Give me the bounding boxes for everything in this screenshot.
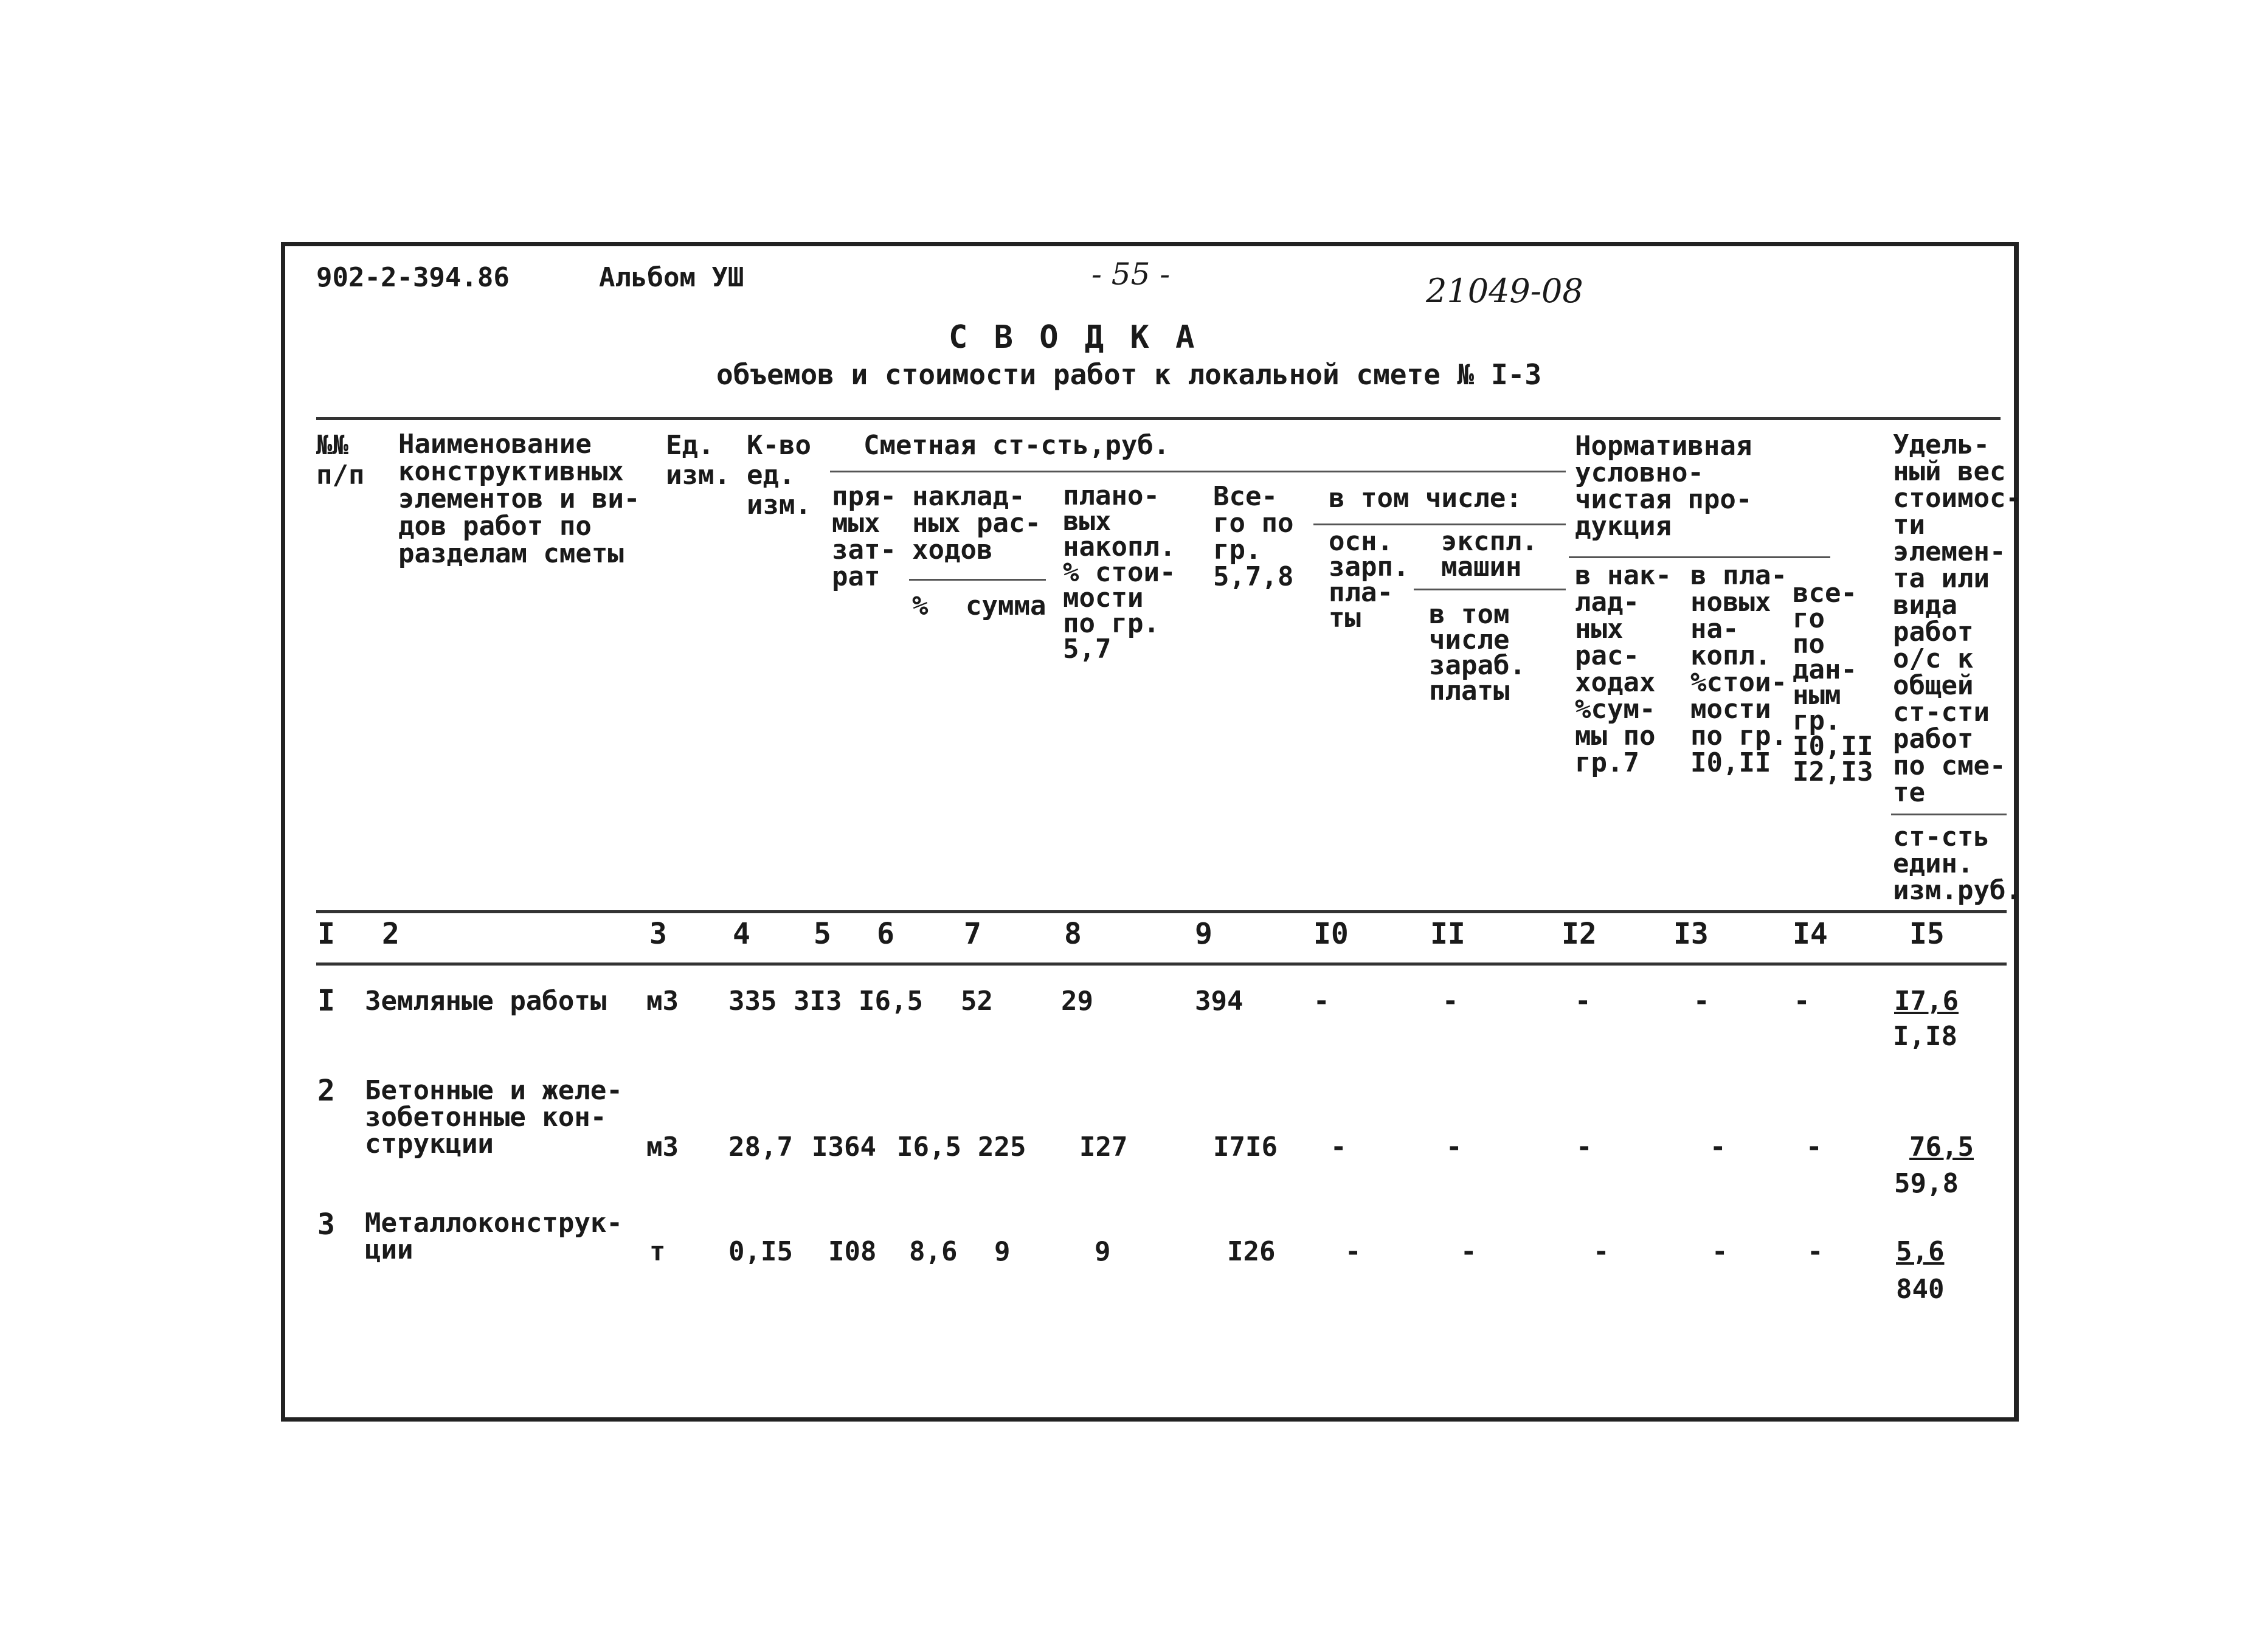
row-qty: 0,I5 — [728, 1236, 793, 1267]
row-direct: I364 — [812, 1132, 876, 1163]
row-direct: I08 — [828, 1236, 877, 1267]
hdr-col7: сумма — [966, 590, 1046, 621]
doc-code: 902-2-394.86 — [316, 262, 510, 293]
row-c12: - — [1575, 986, 1591, 1017]
colnum-7: 7 — [964, 917, 981, 951]
row-qty: 335 — [728, 986, 777, 1017]
hdr-col12: в нак- лад- ных рас- ходах %сум- мы по гр.7 — [1575, 560, 1672, 778]
colnum-4: 4 — [733, 917, 750, 951]
row-pct: I6,5 — [859, 986, 923, 1017]
row-sum: 225 — [978, 1132, 1026, 1163]
colnum-14: I4 — [1793, 917, 1828, 951]
hdr-overhead: наклад- ных рас- ходов — [912, 481, 1041, 565]
machines-rule — [1414, 589, 1566, 590]
handwritten-code: 21049-08 — [1426, 272, 1583, 310]
colnum-bottom-rule — [316, 963, 2007, 966]
hdr-norm-group: Нормативная условно- чистая про- дукция — [1575, 430, 1752, 542]
norm-group-rule — [1569, 556, 1830, 558]
hdr-col11: в том числе зараб. платы — [1429, 599, 1526, 707]
album-label: Альбом УШ — [599, 262, 744, 293]
hdr-col6: % — [912, 590, 929, 621]
hdr-col13: в пла- новых на- копл. %стои- мости по гр. I0,II — [1690, 560, 1787, 778]
hdr-col10: осн. зарп. пла- ты — [1329, 526, 1409, 634]
colnum-10: I0 — [1313, 917, 1349, 951]
row-name: Металлоконструк- ции — [365, 1208, 623, 1265]
row-total: I26 — [1227, 1236, 1276, 1267]
colnum-9: 9 — [1195, 917, 1212, 951]
hdr-col1: №№ п/п — [316, 430, 365, 491]
hdr-col5: пря- мых зат- рат — [832, 481, 896, 592]
row-c13: - — [1712, 1236, 1728, 1267]
row-plan: 9 — [1095, 1236, 1111, 1267]
row-num: 2 — [317, 1074, 335, 1108]
header-bottom-rule — [316, 910, 2007, 913]
hdr-col4: К-во ед. изм. — [747, 430, 811, 520]
table-top-rule — [316, 417, 2001, 420]
row-total: I7I6 — [1213, 1132, 1278, 1163]
colnum-12: I2 — [1562, 917, 1597, 951]
colnum-15: I5 — [1909, 917, 1945, 951]
hdr-col15-bottom: ст-сть един. изм.руб. — [1893, 821, 2022, 906]
row-total: 394 — [1195, 986, 1243, 1017]
colnum-6: 6 — [877, 917, 894, 951]
colnum-3: 3 — [649, 917, 667, 951]
row-unit-cost: 840 — [1896, 1274, 1945, 1305]
row-share: 5,6 — [1896, 1236, 1945, 1267]
row-c10: - — [1345, 1236, 1361, 1267]
row-c14: - — [1806, 1132, 1822, 1163]
row-c13: - — [1710, 1132, 1726, 1163]
row-unit-cost: I,I8 — [1893, 1021, 1957, 1052]
row-sum: 52 — [961, 986, 993, 1017]
row-plan: 29 — [1061, 986, 1093, 1017]
row-c10: - — [1313, 986, 1330, 1017]
row-name: Бетонные и желе- зобетонные кон- струкции — [365, 1075, 623, 1160]
row-name: Земляные работы — [365, 986, 607, 1017]
row-pct: 8,6 — [909, 1236, 958, 1267]
row-c11: - — [1461, 1236, 1477, 1267]
doc-title: С В О Д К А — [949, 319, 1198, 356]
page-number: - 55 - — [1091, 257, 1171, 292]
row-num: 3 — [317, 1208, 335, 1242]
colnum-1: I — [317, 917, 335, 951]
incl-rule — [1313, 524, 1566, 525]
row-share: 76,5 — [1909, 1132, 1974, 1163]
row-share: I7,6 — [1894, 986, 1959, 1017]
hdr-col8: плано- вых накопл. % стои- мости по гр. 5,7 — [1063, 480, 1176, 665]
row-num: I — [317, 984, 335, 1018]
row-c12: - — [1576, 1132, 1593, 1163]
row-c13: - — [1693, 986, 1710, 1017]
row-direct: 3I3 — [794, 986, 842, 1017]
row-c12: - — [1593, 1236, 1610, 1267]
doc-subtitle: объемов и стоимости работ к локальной смете № I-3 — [716, 358, 1542, 391]
row-sum: 9 — [994, 1236, 1011, 1267]
row-c14: - — [1794, 986, 1810, 1017]
row-pct: I6,5 — [897, 1132, 961, 1163]
colnum-13: I3 — [1673, 917, 1709, 951]
row-unit: м3 — [646, 1132, 679, 1163]
hdr-cost-group: Сметная ст-сть,руб. — [863, 430, 1170, 461]
cost-group-rule — [830, 471, 1566, 472]
hdr-col9: Все- го по гр. 5,7,8 — [1213, 481, 1294, 592]
hdr-incl: в том числе: — [1329, 483, 1522, 514]
row-unit-cost: 59,8 — [1894, 1168, 1959, 1199]
colnum-2: 2 — [382, 917, 399, 951]
row-qty: 28,7 — [728, 1132, 793, 1163]
hdr-col15-top: Удель- ный вес стоимос- ти элемен- та или вида работ о/с к общей ст-сти работ по сме- те — [1893, 429, 2022, 808]
overhead-split-rule — [909, 579, 1046, 581]
row-unit: м3 — [646, 986, 679, 1017]
row-c11: - — [1446, 1132, 1462, 1163]
colnum-8: 8 — [1064, 917, 1082, 951]
hdr-col14: все- го по дан- ным гр. I0,II I2,I3 — [1793, 578, 1873, 787]
hdr-col11-top: экспл. машин — [1441, 526, 1538, 582]
row-plan: I27 — [1079, 1132, 1128, 1163]
colnum-5: 5 — [814, 917, 831, 951]
hdr-col3: Ед. изм. — [666, 430, 730, 491]
row-c10: - — [1330, 1132, 1347, 1163]
colnum-11: II — [1430, 917, 1465, 951]
row-unit: т — [649, 1236, 666, 1267]
row-c11: - — [1442, 986, 1459, 1017]
row-c14: - — [1807, 1236, 1824, 1267]
col15-split-rule — [1891, 814, 2007, 815]
hdr-col2: Наименование конструктивных элементов и ви- дов работ по разделам сметы — [398, 429, 640, 569]
